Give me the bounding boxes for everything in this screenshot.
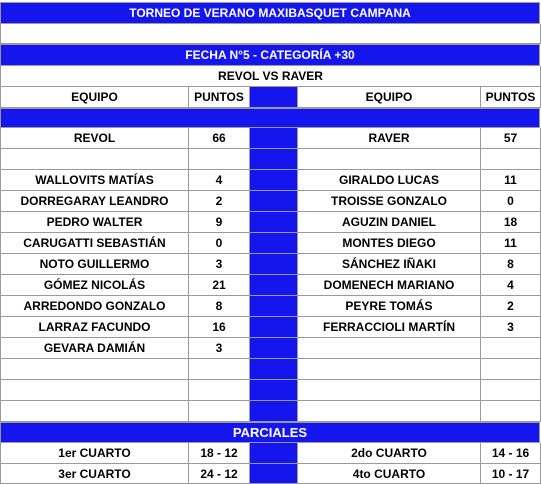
home-player-points: 0 bbox=[188, 233, 249, 254]
match-row bbox=[0, 66, 541, 87]
player-row bbox=[0, 233, 541, 254]
away-player-points: 11 bbox=[480, 170, 541, 191]
home-player-points: 9 bbox=[188, 212, 249, 233]
home-player-points: 4 bbox=[188, 170, 249, 191]
quarter-label: 1er CUARTO bbox=[0, 443, 188, 464]
away-team-points: 57 bbox=[480, 128, 541, 149]
quarter-row bbox=[0, 443, 541, 464]
blue-band bbox=[0, 108, 540, 128]
away-player-name: GIRALDO LUCAS bbox=[297, 170, 480, 191]
blank-cell bbox=[480, 380, 541, 401]
home-team-name: REVOL bbox=[0, 128, 188, 149]
away-player-points: 0 bbox=[480, 191, 541, 212]
home-player-name: PEDRO WALTER bbox=[0, 212, 188, 233]
round-subtitle: FECHA N°5 - CATEGORÍA +30 bbox=[0, 44, 540, 66]
home-player-points: 2 bbox=[188, 191, 249, 212]
blank-cell bbox=[188, 380, 249, 401]
center-divider bbox=[249, 275, 297, 296]
home-player-name: LARRAZ FACUNDO bbox=[0, 317, 188, 338]
team-total-row bbox=[0, 128, 541, 149]
away-team-column-header: EQUIPO bbox=[297, 87, 480, 108]
center-divider bbox=[249, 401, 297, 422]
home-team-column-header: EQUIPO bbox=[0, 87, 188, 108]
away-player-name: PEYRE TOMÁS bbox=[297, 296, 480, 317]
quarter-row bbox=[0, 464, 541, 484]
home-player-name: GÓMEZ NICOLÁS bbox=[0, 275, 188, 296]
home-player-points: 16 bbox=[188, 317, 249, 338]
away-team-name: RAVER bbox=[297, 128, 480, 149]
player-row bbox=[0, 338, 541, 359]
player-row bbox=[0, 254, 541, 275]
blank-cell bbox=[188, 359, 249, 380]
quarter-label: 4to CUARTO bbox=[297, 464, 480, 484]
blank-cell bbox=[188, 149, 249, 170]
away-player-points: 11 bbox=[480, 233, 541, 254]
blank-cell bbox=[0, 401, 188, 422]
parciales-header: PARCIALES bbox=[0, 422, 540, 443]
blank-cell bbox=[297, 401, 480, 422]
spacer-row bbox=[0, 24, 541, 44]
tournament-title: TORNEO DE VERANO MAXIBASQUET CAMPANA bbox=[0, 2, 540, 24]
center-divider bbox=[249, 296, 297, 317]
center-divider bbox=[249, 254, 297, 275]
home-player-points: 21 bbox=[188, 275, 249, 296]
blank-cell bbox=[188, 401, 249, 422]
blank-row bbox=[0, 380, 541, 401]
center-divider bbox=[249, 464, 297, 484]
player-row bbox=[0, 170, 541, 191]
away-player-name: FERRACCIOLI MARTÍN bbox=[297, 317, 480, 338]
player-row bbox=[0, 191, 541, 212]
blank-cell bbox=[480, 401, 541, 422]
center-divider bbox=[249, 128, 297, 149]
away-player-points: 3 bbox=[480, 317, 541, 338]
home-player-points: 3 bbox=[188, 254, 249, 275]
blank-row bbox=[0, 149, 541, 170]
home-player-name: GEVARA DAMIÁN bbox=[0, 338, 188, 359]
home-player-points: 8 bbox=[188, 296, 249, 317]
center-divider bbox=[249, 359, 297, 380]
quarter-label: 3er CUARTO bbox=[0, 464, 188, 484]
home-team-points: 66 bbox=[188, 128, 249, 149]
home-player-name: NOTO GUILLERMO bbox=[0, 254, 188, 275]
quarter-score: 10 - 17 bbox=[480, 464, 541, 484]
away-points-column-header: PUNTOS bbox=[480, 87, 541, 108]
quarter-score: 18 - 12 bbox=[188, 443, 249, 464]
center-divider bbox=[249, 149, 297, 170]
away-player-name: SÁNCHEZ IÑAKI bbox=[297, 254, 480, 275]
home-player-name: DORREGARAY LEANDRO bbox=[0, 191, 188, 212]
blank-cell bbox=[480, 149, 541, 170]
blank-cell bbox=[0, 149, 188, 170]
home-points-column-header: PUNTOS bbox=[188, 87, 249, 108]
blank-cell bbox=[297, 380, 480, 401]
away-player-name bbox=[297, 338, 480, 359]
player-row bbox=[0, 275, 541, 296]
player-row bbox=[0, 296, 541, 317]
blank-cell bbox=[297, 359, 480, 380]
center-divider bbox=[249, 380, 297, 401]
center-divider bbox=[249, 443, 297, 464]
center-divider bbox=[249, 191, 297, 212]
match-label: REVOL VS RAVER bbox=[0, 66, 541, 87]
away-player-name: DOMENECH MARIANO bbox=[297, 275, 480, 296]
blank-cell bbox=[0, 380, 188, 401]
away-player-points: 18 bbox=[480, 212, 541, 233]
away-player-name: AGUZIN DANIEL bbox=[297, 212, 480, 233]
player-row bbox=[0, 212, 541, 233]
away-player-name: MONTES DIEGO bbox=[297, 233, 480, 254]
quarter-label: 2do CUARTO bbox=[297, 443, 480, 464]
home-player-points: 3 bbox=[188, 338, 249, 359]
away-player-points bbox=[480, 338, 541, 359]
blank-cell bbox=[480, 359, 541, 380]
player-row bbox=[0, 317, 541, 338]
center-divider bbox=[249, 233, 297, 254]
away-player-name: TROISSE GONZALO bbox=[297, 191, 480, 212]
home-player-name: CARUGATTI SEBASTIÁN bbox=[0, 233, 188, 254]
column-header-row bbox=[0, 87, 541, 108]
away-player-points: 8 bbox=[480, 254, 541, 275]
blank-cell bbox=[297, 149, 480, 170]
blank-cell bbox=[0, 359, 188, 380]
home-player-name: WALLOVITS MATÍAS bbox=[0, 170, 188, 191]
center-divider bbox=[249, 338, 297, 359]
center-divider bbox=[249, 317, 297, 338]
blank-row bbox=[0, 401, 541, 422]
away-player-points: 2 bbox=[480, 296, 541, 317]
quarter-score: 14 - 16 bbox=[480, 443, 541, 464]
center-divider bbox=[249, 170, 297, 191]
away-player-points: 4 bbox=[480, 275, 541, 296]
quarter-score: 24 - 12 bbox=[188, 464, 249, 484]
center-divider bbox=[249, 87, 297, 108]
blank-row bbox=[0, 359, 541, 380]
center-divider bbox=[249, 212, 297, 233]
home-player-name: ARREDONDO GONZALO bbox=[0, 296, 188, 317]
